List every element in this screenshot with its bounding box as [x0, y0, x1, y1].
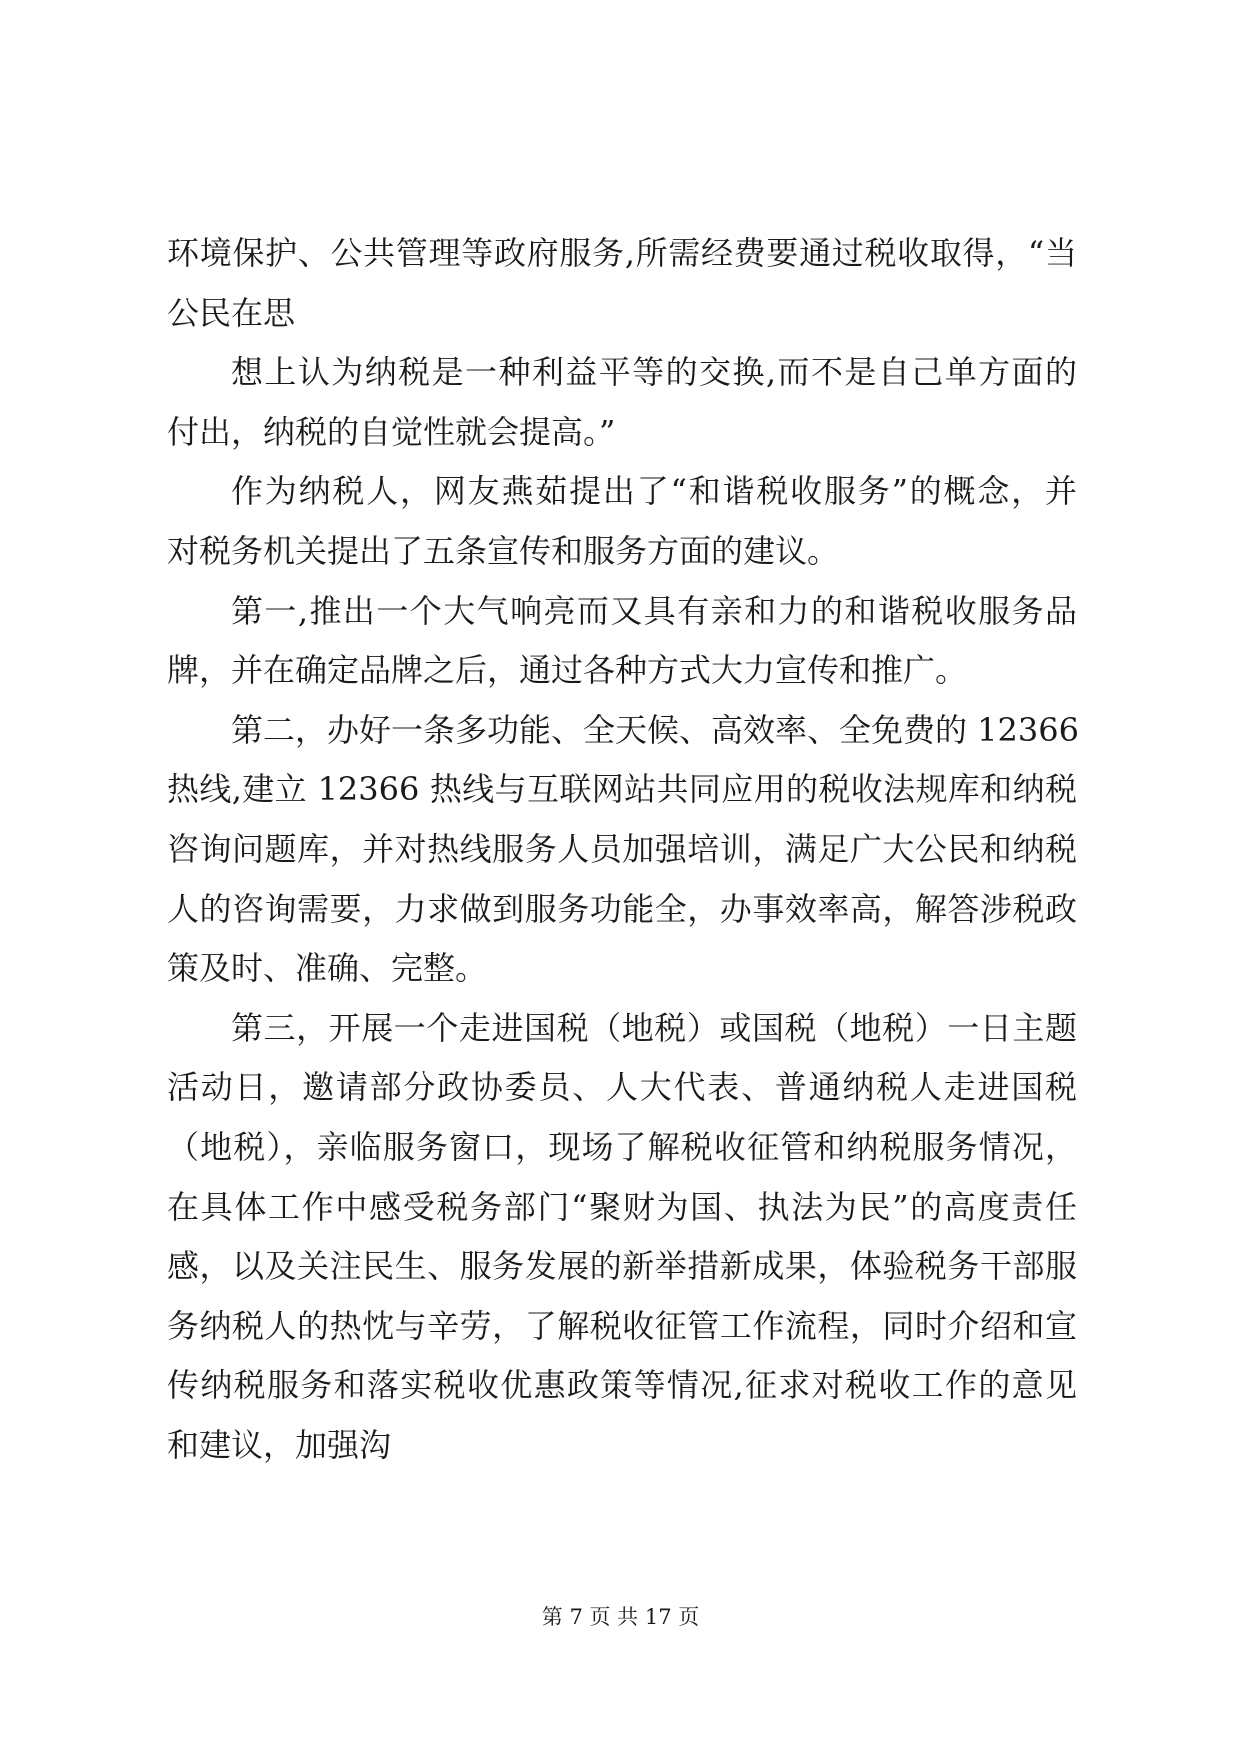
text-line: 咨询问题库，并对热线服务人员加强培训，满足广大公民和纳税 [167, 829, 1077, 868]
text-line: 感，以及关注民生、服务发展的新举措新成果，体验税务干部服 [167, 1247, 1077, 1286]
text-line: 第一,推出一个大气响亮而又具有亲和力的和谐税收服务品 [231, 591, 1077, 630]
text-line: 第三，开展一个走进国税（地税）或国税（地税）一日主题 [231, 1008, 1077, 1047]
text-line: 付出，纳税的自觉性就会提高。” [167, 412, 616, 451]
paragraph-3 [167, 462, 1077, 581]
paragraph-2 [167, 343, 1077, 462]
document-body [167, 224, 1077, 1475]
text-line: 人的咨询需要，力求做到服务功能全，办事效率高，解答涉税政 [167, 889, 1077, 928]
text-line: 热线,建立 12366 热线与互联网站共同应用的税收法规库和纳税 [167, 770, 1077, 809]
text-line: 作为纳税人，网友燕茹提出了“和谐税收服务”的概念，并 [231, 472, 1077, 511]
paragraph-1 [167, 224, 1077, 343]
paragraph-6 [167, 999, 1077, 1476]
text-line: 想上认为纳税是一种利益平等的交换,而不是自己单方面的 [231, 353, 1077, 392]
text-line: 牌，并在确定品牌之后，通过各种方式大力宣传和推广。 [167, 651, 968, 690]
page-number: 第 7 页 共 17 页 [541, 1605, 700, 1629]
text-line: （地税），亲临服务窗口，现场了解税收征管和纳税服务情况， [167, 1127, 1077, 1166]
paragraph-5 [167, 701, 1077, 999]
text-line: 对税务机关提出了五条宣传和服务方面的建议。 [167, 531, 840, 570]
text-line: 传纳税服务和落实税收优惠政策等情况,征求对税收工作的意见 [167, 1366, 1077, 1405]
text-line: 第二，办好一条多功能、全天候、高效率、全免费的 12366 [231, 710, 1079, 749]
text-line: 在具体工作中感受税务部门“聚财为国、执法为民”的高度责任 [167, 1187, 1077, 1226]
text-line: 策及时、准确、完整。 [167, 949, 488, 988]
text-line: 和建议，加强沟 [167, 1425, 392, 1464]
text-line: 务纳税人的热忱与辛劳，了解税收征管工作流程，同时介绍和宣 [167, 1306, 1077, 1345]
text-line: 活动日，邀请部分政协委员、人大代表、普通纳税人走进国税 [167, 1068, 1077, 1107]
text-line: 公民在思 [167, 293, 296, 332]
paragraph-4 [167, 582, 1077, 701]
page-footer [0, 1603, 1241, 1631]
text-line: 环境保护、公共管理等政府服务,所需经费要通过税收取得，“当 [167, 234, 1077, 272]
